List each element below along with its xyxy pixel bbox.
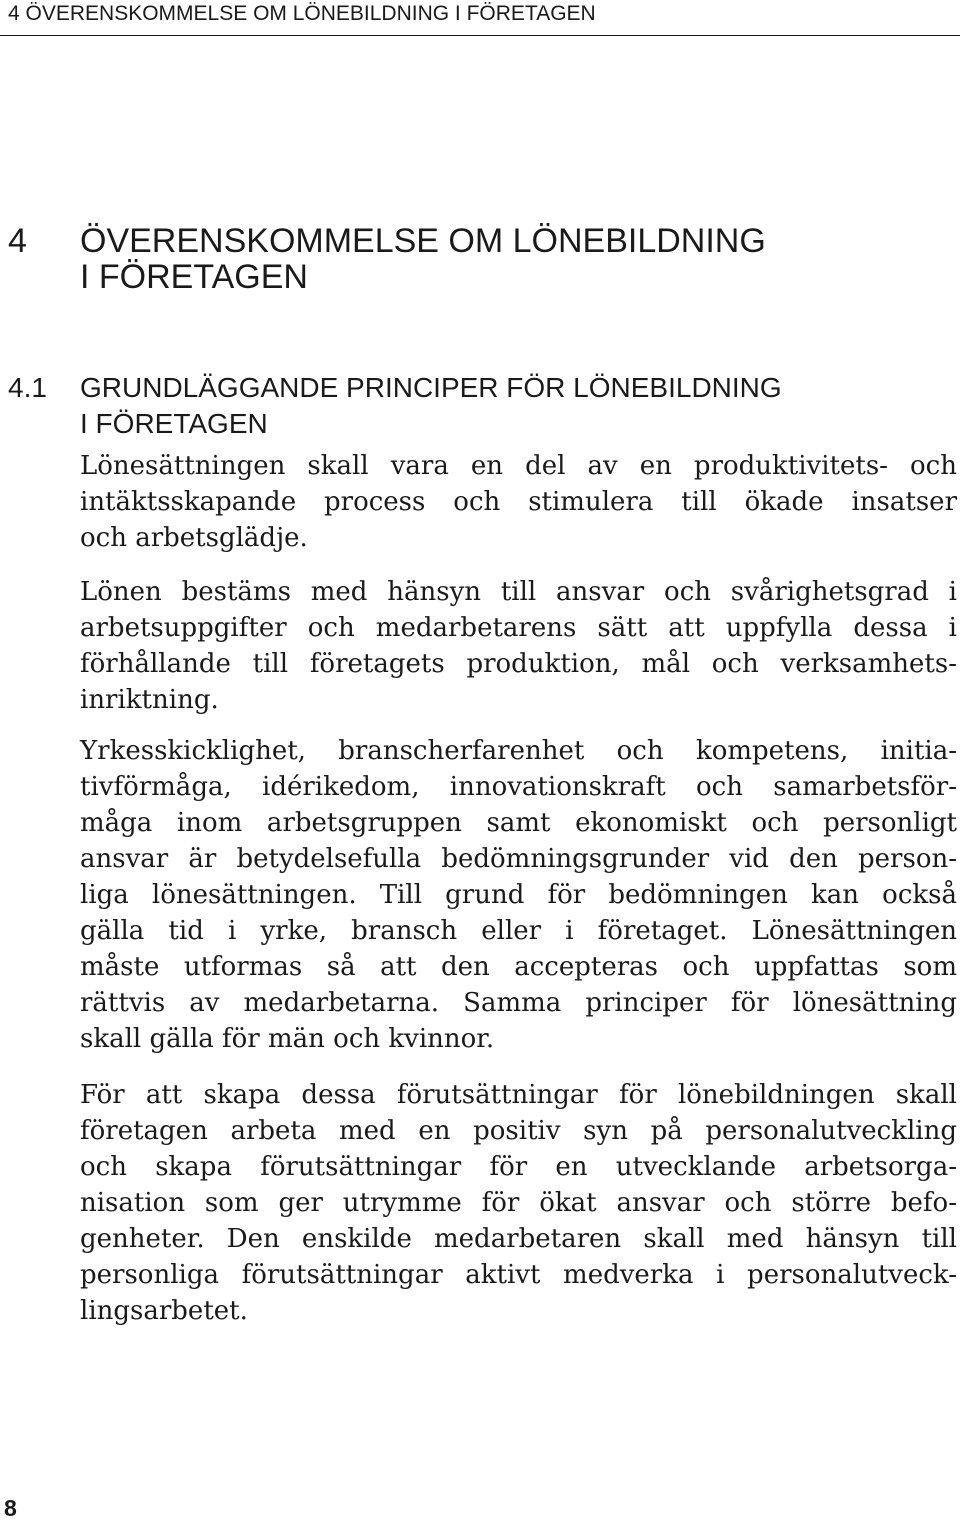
text-line: För att skapa dessa förutsättningar för lönebildningen skall (80, 1080, 957, 1110)
text-line: rättvis av medarbetarna. Samma principer för lönesättning (80, 988, 957, 1018)
text-line: skall gälla för män och kvinnor. (80, 1024, 495, 1054)
paragraph (80, 733, 957, 1057)
section-title-line: GRUNDLÄGGANDE PRINCIPER FÖR LÖNEBILDNING (80, 372, 782, 403)
text-line: personliga förutsättningar aktivt medverka i personalutveck- (80, 1260, 957, 1290)
section-title-line: I FÖRETAGEN (80, 408, 268, 439)
text-line: tivförmåga, idérikedom, innovationskraft och samarbetsför- (80, 772, 957, 802)
text-line: företagen arbeta med en positiv syn på personalutveckling (80, 1116, 957, 1146)
text-line: förhållande till företagets produktion, mål och verksamhets- (80, 649, 957, 679)
chapter-title-line: ÖVERENSKOMMELSE OM LÖNEBILDNING (80, 222, 766, 260)
text-line: och skapa förutsättningar för en utvecklande arbetsorga- (80, 1152, 957, 1182)
text-line: arbetsuppgifter och medarbetarens sätt att uppfylla dessa i (80, 613, 957, 643)
text-line: liga lönesättningen. Till grund för bedömningen kan också (80, 880, 957, 910)
section-number: 4.1 (8, 372, 47, 403)
paragraph (80, 574, 957, 718)
text-line: Lönen bestäms med hänsyn till ansvar och svårighetsgrad i (80, 577, 957, 607)
paragraph (80, 448, 957, 556)
text-line: gälla tid i yrke, bransch eller i företaget. Lönesättningen (80, 916, 957, 946)
text-line: nisation som ger utrymme för ökat ansvar och större befo- (80, 1188, 957, 1218)
text-line: måste utformas så att den accepteras och uppfattas som (80, 952, 957, 982)
text-line: och arbetsglädje. (80, 523, 308, 553)
text-line: måga inom arbetsgruppen samt ekonomiskt och personligt (80, 808, 957, 838)
text-line: inriktning. (80, 685, 219, 715)
text-line: Yrkesskicklighet, branscherfarenhet och kompetens, initia- (80, 736, 957, 766)
header-rule (0, 35, 960, 36)
running-header-text: 4 ÖVERENSKOMMELSE OM LÖNEBILDNING I FÖRETAGEN (8, 2, 596, 25)
chapter-number: 4 (8, 222, 27, 260)
chapter-title-line: I FÖRETAGEN (80, 258, 308, 296)
text-line: genheter. Den enskilde medarbetaren skall med hänsyn till (80, 1224, 957, 1254)
paragraph (80, 1077, 957, 1329)
page-number: 8 (4, 1495, 17, 1521)
text-line: ansvar är betydelsefulla bedömningsgrunder vid den person- (80, 844, 957, 874)
text-line: intäktsskapande process och stimulera till ökade insatser (80, 487, 957, 517)
text-line: lingsarbetet. (80, 1296, 248, 1326)
text-line: Lönesättningen skall vara en del av en produktivitets- och (80, 451, 957, 481)
